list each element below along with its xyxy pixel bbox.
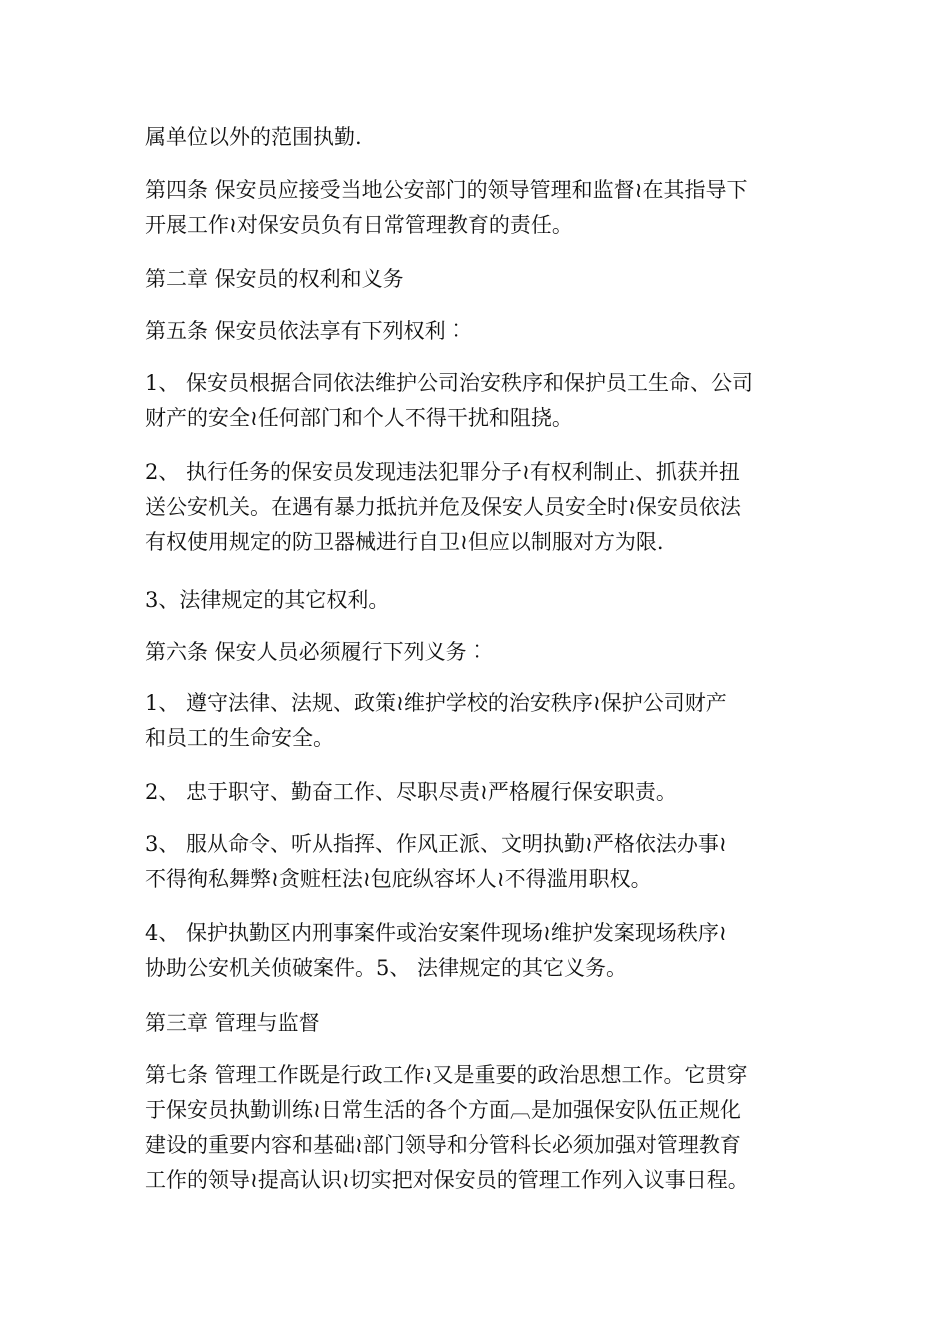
text-line: 第三章 管理与监督 <box>145 1011 320 1035</box>
text-line: 第七条 管理工作既是行政工作≀又是重要的政治思想工作。它贯穿 <box>145 1063 748 1087</box>
text-line: 第二章 保安员的权利和义务 <box>145 267 404 291</box>
paragraph-continuation <box>145 120 825 155</box>
text-line: 1、 遵守法律、法规、政策≀维护学校的治安秩序≀保护公司财产 <box>145 691 727 715</box>
text-line: 和员工的生命安全。 <box>145 726 334 750</box>
text-line: 协助公安机关侦破案件。5、 法律规定的其它义务。 <box>145 956 628 980</box>
text-line: 工作的领导≀提高认识≀切实把对保安员的管理工作列入议事日程。 <box>145 1168 749 1192</box>
text-line: 第五条 保安员依法享有下列权利︰ <box>145 319 467 343</box>
duties-item-2 <box>145 775 825 810</box>
rights-item-1 <box>145 366 825 436</box>
article-7 <box>145 1058 825 1198</box>
article-5 <box>145 314 825 349</box>
article-4 <box>145 173 825 243</box>
chapter-2-heading <box>145 262 825 297</box>
text-line: 有权使用规定的防卫器械进行自卫≀但应以制服对方为限. <box>145 530 664 554</box>
text-line: 属单位以外的范围执勤. <box>145 125 362 149</box>
rights-item-3 <box>145 583 825 618</box>
text-line: 送公安机关。在遇有暴力抵抗并危及保安人员安全时≀保安员依法 <box>145 495 741 519</box>
chapter-3-heading <box>145 1006 825 1041</box>
duties-item-3 <box>145 827 825 897</box>
text-line: 于保安员执勤训练≀日常生活的各个方面︹是加强保安队伍正规化 <box>145 1098 741 1122</box>
text-line: 2、 执行任务的保安员发现违法犯罪分子≀有权利制止、抓获并扭 <box>145 460 740 484</box>
duties-item-4 <box>145 916 825 986</box>
text-line: 2、 忠于职守、勤奋工作、尽职尽责≀严格履行保安职责。 <box>145 780 677 804</box>
text-line: 3、法律规定的其它权利。 <box>145 588 390 612</box>
text-line: 不得徇私舞弊≀贪赃枉法≀包庇纵容坏人≀不得滥用职权。 <box>145 867 652 891</box>
text-line: 3、 服从命令、听从指挥、作风正派、文明执勤≀严格依法办事≀ <box>145 832 727 856</box>
duties-item-1 <box>145 686 825 756</box>
text-line: 第四条 保安员应接受当地公安部门的领导管理和监督≀在其指导下 <box>145 178 748 202</box>
rights-item-2 <box>145 455 825 560</box>
text-line: 财产的安全≀任何部门和个人不得干扰和阻挠。 <box>145 406 573 430</box>
text-line: 1、 保安员根据合同依法维护公司治安秩序和保护员工生命、公司 <box>145 371 754 395</box>
text-line: 第六条 保安人员必须履行下列义务︰ <box>145 640 488 664</box>
text-line: 4、 保护执勤区内刑事案件或治安案件现场≀维护发案现场秩序≀ <box>145 921 727 945</box>
text-line: 开展工作≀对保安员负有日常管理教育的责任。 <box>145 213 573 237</box>
article-6 <box>145 635 825 670</box>
text-line: 建设的重要内容和基础≀部门领导和分管科长必须加强对管理教育 <box>145 1133 741 1157</box>
